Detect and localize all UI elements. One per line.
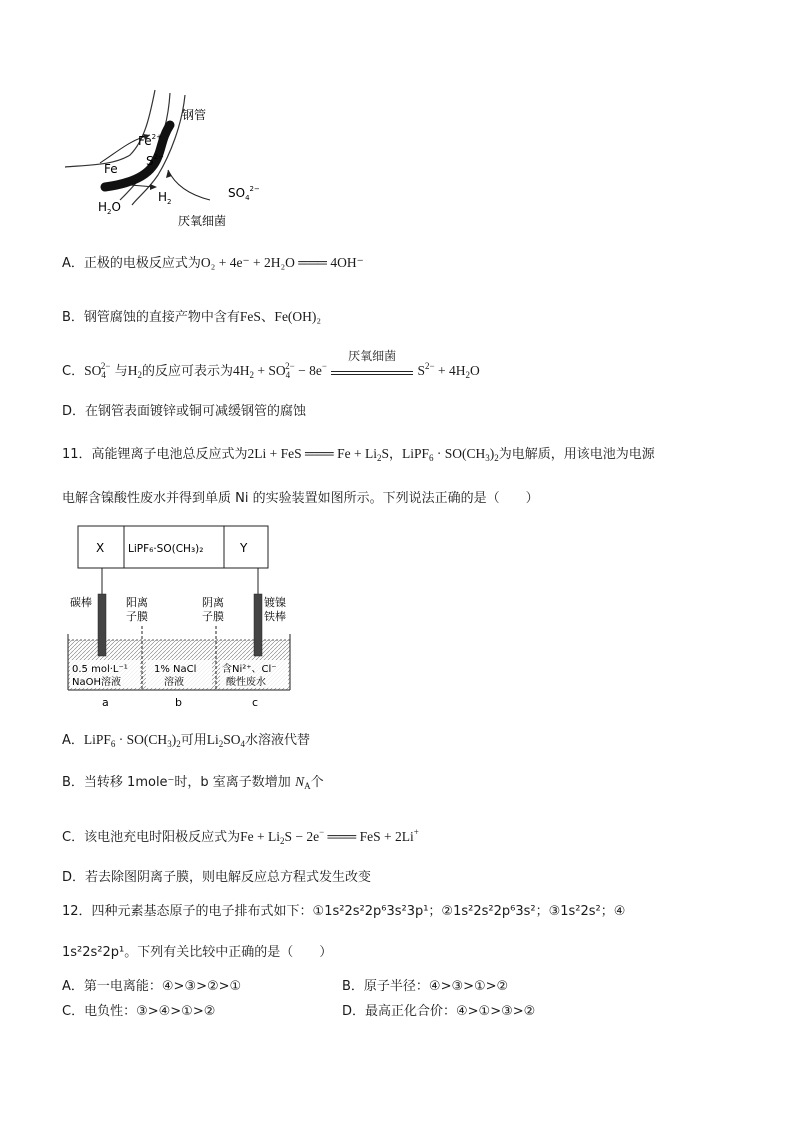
sol-a-label-1: 0.5 mol·L⁻¹ bbox=[72, 664, 128, 675]
sol-c-label-2: 酸性废水 bbox=[226, 677, 266, 688]
sol-b-label-2: 溶液 bbox=[164, 677, 184, 688]
reaction-condition: 厌氧细菌 bbox=[348, 349, 397, 363]
chamber-b-label: b bbox=[175, 696, 182, 709]
q10-option-b: B．钢管腐蚀的直接产物中含有FeS、Fe(OH)₂ bbox=[62, 309, 322, 325]
q12-option-b: B．原子半径：④>③>①>② bbox=[342, 979, 509, 994]
battery-y-label: Y bbox=[240, 541, 248, 555]
q11-option-a: A．LiPF$_6$ · $SO(CH_3)_2$可用$Li_2SO_4$水溶液代替 bbox=[62, 732, 310, 749]
so4-label: $SO_4^{2-}$ bbox=[228, 185, 260, 202]
q12-stem-line1: 12．四种元素基态原子的电子排布式如下：①1s²2s²2p⁶3s²3p¹；②1s²2s²2p⁶3s²；③1s²2s²；④ bbox=[62, 904, 626, 919]
q10-option-c: C．$SO_4^{2-}$ 与$H_2$的反应可表示为$4H_2 + SO_4^{2-} - 8e^-$ 厌氧细菌 $S^{2-} + 4H_2O$ bbox=[62, 356, 480, 385]
cation-membrane-label-1: 阳离 bbox=[126, 596, 148, 609]
sol-c-label-1: 含Ni²⁺、Cl⁻ bbox=[222, 664, 277, 675]
q11-option-c: C．该电池充电时阳极反应式为$Fe + Li_2S - 2e^-$ ═══ FeS + 2Li+ bbox=[62, 827, 419, 846]
sol-a-label-2: NaOH溶液 bbox=[72, 677, 121, 688]
q10-option-d: D．在钢管表面镀锌或铜可减缓钢管的腐蚀 bbox=[62, 404, 307, 419]
fe-label: Fe bbox=[104, 162, 118, 176]
q12-option-d: D．最高正化合价：④>①>③>② bbox=[342, 1004, 536, 1019]
ni-rod-label-2: 铁棒 bbox=[264, 610, 286, 623]
electrolysis-figure bbox=[62, 522, 302, 712]
battery-electrolyte-label: LiPF₆·SO(CH₃)₂ bbox=[128, 543, 204, 555]
ni-rod-label-1: 镀镍 bbox=[264, 596, 286, 609]
h2-label: $H_2$ bbox=[158, 190, 172, 206]
sol-b-label-1: 1% NaCl bbox=[154, 664, 197, 675]
q11-option-d: D．若去除图阴离子膜，则电解反应总方程式发生改变 bbox=[62, 870, 372, 885]
q12-option-c: C．电负性：③>④>①>② bbox=[62, 1004, 216, 1019]
q10-option-a: A．正极的电极反应式为O₂ + 4e⁻ + 2H₂O ═══ 4OH⁻ bbox=[62, 255, 364, 271]
bacteria-label: 厌氧细菌 bbox=[178, 214, 227, 228]
q11-stem-line2: 电解含镍酸性废水并得到单质 Ni 的实验装置如图所示。下列说法正确的是（ ） bbox=[62, 491, 539, 506]
cation-membrane-label-2: 子膜 bbox=[126, 610, 148, 623]
corrosion-figure bbox=[60, 85, 270, 230]
battery-x-label: X bbox=[96, 541, 105, 555]
anion-membrane-label-1: 阴离 bbox=[202, 596, 224, 609]
chamber-a-label: a bbox=[102, 696, 109, 709]
q12-stem-line2: 1s²2s²2p¹。下列有关比较中正确的是（ ） bbox=[62, 945, 333, 960]
q11-stem-line1: 11．高能锂离子电池总反应式为2Li + FeS ═══ $Fe + Li_2S$，LiPF$_6$ · $SO(CH_3)_2$为电解质，用该电池为电源 bbox=[62, 446, 655, 463]
q11-option-b: B．当转移 1mole⁻时，b 室离子数增加 $N_A$个 bbox=[62, 774, 324, 791]
s-ion-label: $S^{2-}$ bbox=[146, 153, 164, 168]
carbon-rod-label: 碳棒 bbox=[70, 596, 92, 609]
anion-membrane-label-2: 子膜 bbox=[202, 610, 224, 623]
fe-ion-label: $Fe^{2+}$ bbox=[138, 133, 162, 148]
chamber-c-label: c bbox=[252, 696, 259, 709]
steel-pipe-label: 钢管 bbox=[182, 108, 207, 122]
h2o-label: $H_2O$ bbox=[98, 200, 121, 216]
q12-option-a: A．第一电离能：④>③>②>① bbox=[62, 979, 242, 994]
